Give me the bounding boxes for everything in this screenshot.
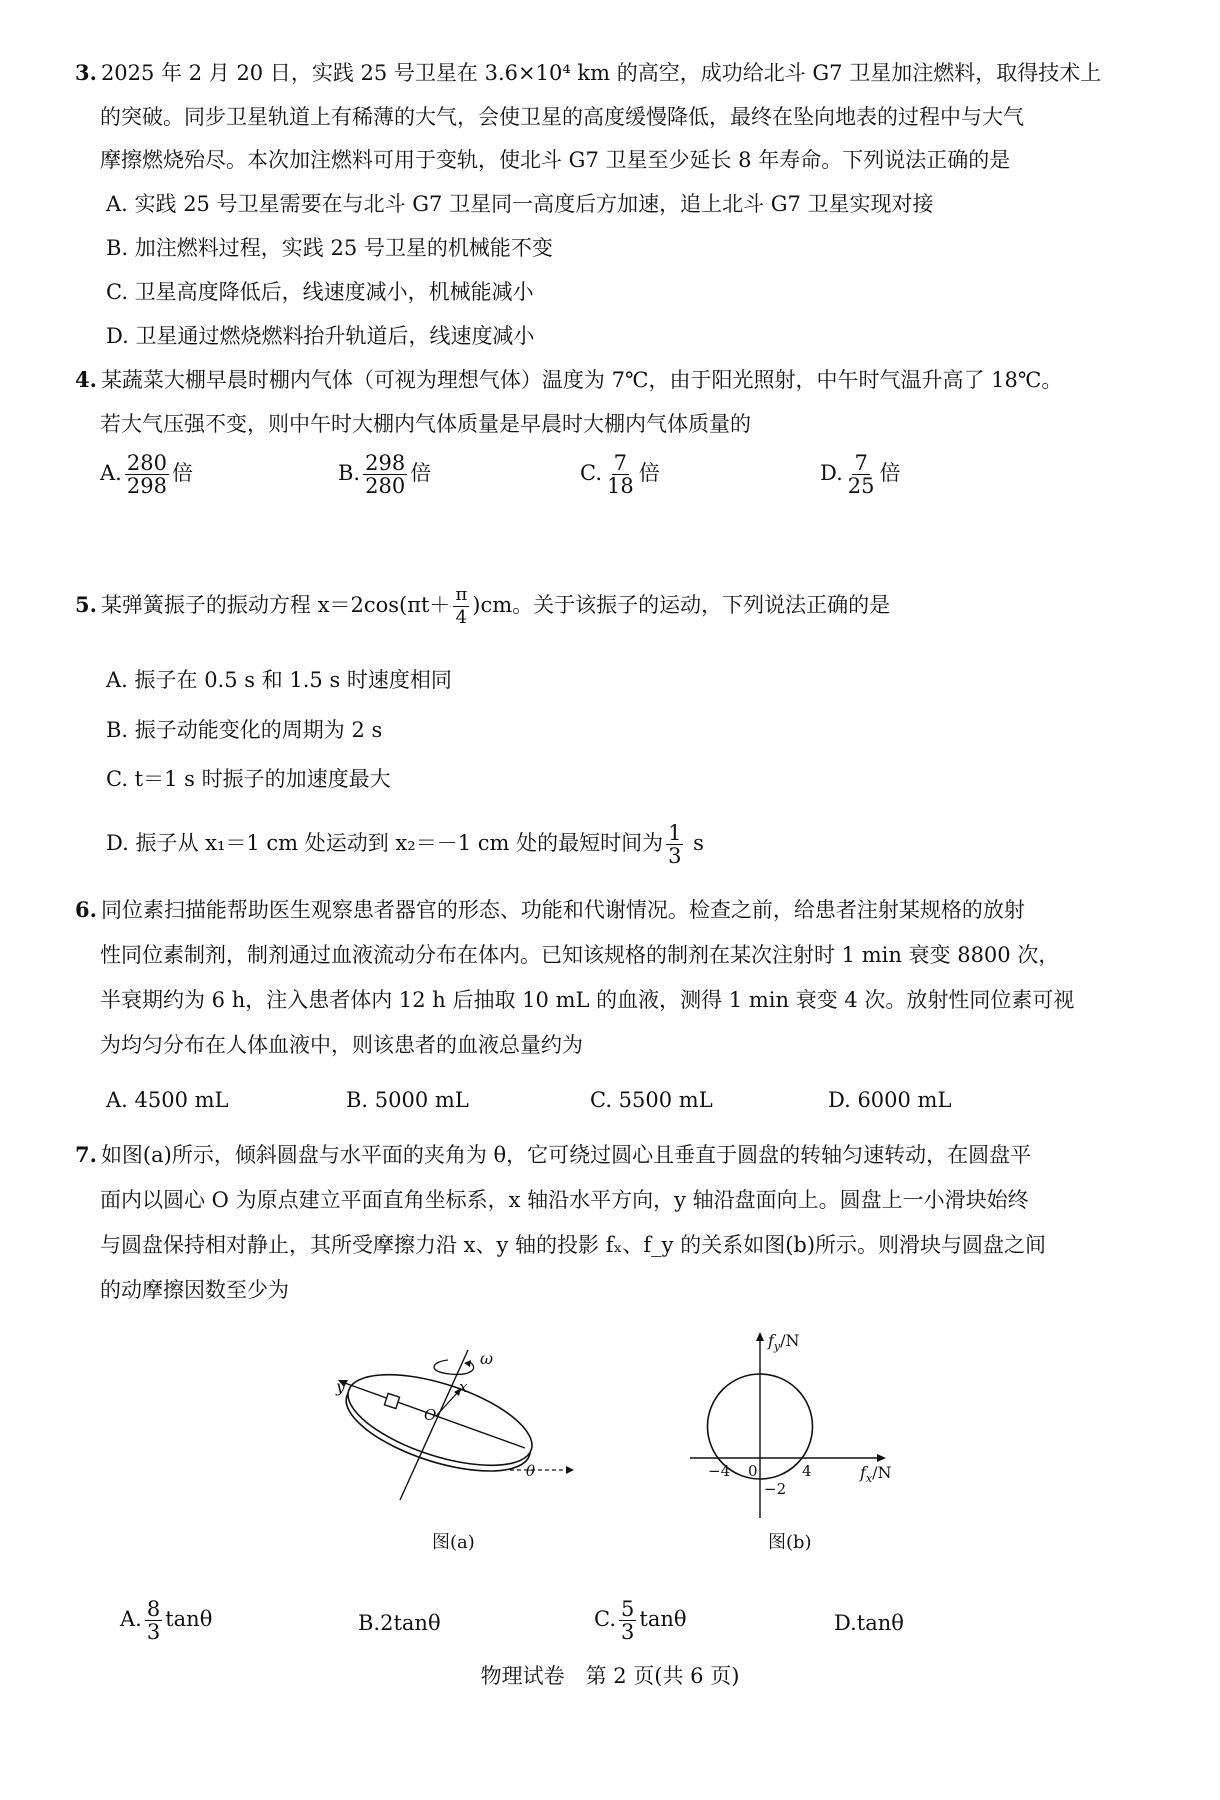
- q4-option-a: A. $\frac{280}{298}$ 倍: [100, 451, 193, 498]
- fig-a-label-omega: ω: [480, 1349, 494, 1368]
- q4-line-1: 4. 某蔬菜大棚早晨时棚内气体（可视为理想气体）温度为 7℃，由于阳光照射，中午时气温升高了 18℃。: [75, 367, 1063, 392]
- q5-option-a: A. 振子在 0.5 s 和 1.5 s 时速度相同: [106, 668, 452, 692]
- q3-option-d: D. 卫星通过燃烧燃料抬升轨道后，线速度减小: [106, 324, 535, 348]
- q6-line-2: 性同位素制剂，制剂通过血液流动分布在体内。已知该规格的制剂在某次注射时 1 min 衰变 8800 次，: [100, 943, 1060, 967]
- q7-option-c: C. $\frac{5}{3}$ tanθ: [594, 1597, 687, 1644]
- figure-b-caption: 图(b): [768, 1532, 812, 1553]
- q3-number: 3.: [75, 60, 97, 85]
- q6-line-3: 半衰期约为 6 h，注入患者体内 12 h 后抽取 10 mL 的血液，测得 1 min 衰变 4 次。放射性同位素可视: [100, 988, 1075, 1012]
- q5-option-b: B. 振子动能变化的周期为 2 s: [106, 718, 383, 742]
- q6-line-1: 6. 同位素扫描能帮助医生观察患者器官的形态、功能和代谢情况。检查之前，给患者注射某规格的放射: [75, 897, 1025, 922]
- q4-number: 4.: [75, 367, 97, 392]
- q3-option-a: A. 实践 25 号卫星需要在与北斗 G7 卫星同一高度后方加速，追上北斗 G7 卫星实现对接: [106, 192, 934, 216]
- q5-option-c: C. t＝1 s 时振子的加速度最大: [106, 767, 391, 791]
- fig-a-label-x: x: [459, 1378, 468, 1396]
- q6-number: 6.: [75, 897, 97, 922]
- figure-a-caption: 图(a): [432, 1532, 475, 1553]
- fig-a-label-o: O: [424, 1406, 437, 1424]
- q6-option-a: A. 4500 mL: [106, 1088, 229, 1112]
- q4-option-c: C. $\frac{7}{18}$ 倍: [580, 451, 660, 498]
- fig-a-label-y: y: [336, 1377, 346, 1396]
- q5-number: 5.: [75, 592, 97, 617]
- figure-a-tilted-disk: [330, 1330, 590, 1540]
- q7-option-d: D.tanθ: [834, 1611, 904, 1635]
- q6-line-4: 为均匀分布在人体血液中，则该患者的血液总量约为: [100, 1033, 583, 1057]
- q7-option-a: A. $\frac{8}{3}$ tanθ: [120, 1597, 213, 1644]
- q5-option-d: D. 振子从 x₁＝1 cm 处运动到 x₂＝－1 cm 处的最短时间为 $\frac{1}{3}$ s: [106, 821, 704, 868]
- q6-option-d: D. 6000 mL: [828, 1088, 952, 1112]
- q5-stem: 5. 某弹簧振子的振动方程 x＝2cos(πt＋ $\frac{\pi}{4}$ )cm。关于该振子的运动，下列说法正确的是: [75, 584, 891, 628]
- q7-option-b: B.2tanθ: [358, 1611, 441, 1635]
- q6-option-b: B. 5000 mL: [346, 1088, 469, 1112]
- page-footer: 物理试卷 第 2 页(共 6 页): [480, 1664, 740, 1688]
- q7-line-2: 面内以圆心 O 为原点建立平面直角坐标系，x 轴沿水平方向，y 轴沿盘面向上。圆盘上一小滑块始终: [100, 1188, 1029, 1212]
- q6-option-c: C. 5500 mL: [590, 1088, 713, 1112]
- q7-line-3: 与圆盘保持相对静止，其所受摩擦力沿 x、y 轴的投影 fₓ、f_y 的关系如图(b)所示。则滑块与圆盘之间: [100, 1233, 1047, 1257]
- q4-option-b: B. $\frac{298}{280}$ 倍: [338, 451, 432, 498]
- q7-line-1: 7. 如图(a)所示，倾斜圆盘与水平面的夹角为 θ，它可绕过圆心且垂直于圆盘的转轴匀速转动，在圆盘平: [75, 1142, 1032, 1167]
- fig-b-tick-neg4: −4: [708, 1462, 731, 1480]
- q3-line-1: 3. 2025 年 2 月 20 日，实践 25 号卫星在 3.6×10⁴ km 的高空，成功给北斗 G7 卫星加注燃料，取得技术上: [75, 60, 1102, 85]
- q7-number: 7.: [75, 1142, 97, 1167]
- fig-b-tick-neg2: −2: [764, 1480, 787, 1498]
- q3-option-c: C. 卫星高度降低后，线速度减小，机械能减小: [106, 280, 534, 304]
- q3-line-2: 的突破。同步卫星轨道上有稀薄的大气，会使卫星的高度缓慢降低，最终在坠向地表的过程中与大气: [100, 105, 1024, 129]
- fig-b-label-fy: $f_y/N$: [768, 1331, 800, 1353]
- fig-b-label-fx: $f_x/N$: [860, 1463, 892, 1485]
- q3-option-b: B. 加注燃料过程，实践 25 号卫星的机械能不变: [106, 236, 553, 260]
- fig-b-tick-4: 4: [802, 1462, 812, 1480]
- q4-option-d: D. $\frac{7}{25}$ 倍: [820, 451, 901, 498]
- q3-line-3: 摩擦燃烧殆尽。本次加注燃料可用于变轨，使北斗 G7 卫星至少延长 8 年寿命。下列说法正确的是: [100, 148, 1011, 172]
- fig-b-tick-0: 0: [748, 1462, 758, 1480]
- q4-line-2: 若大气压强不变，则中午时大棚内气体质量是早晨时大棚内气体质量的: [100, 412, 751, 436]
- q7-line-4: 的动摩擦因数至少为: [100, 1278, 289, 1302]
- figure-b-friction-circle: [690, 1330, 930, 1520]
- fig-a-label-theta: θ: [526, 1462, 536, 1480]
